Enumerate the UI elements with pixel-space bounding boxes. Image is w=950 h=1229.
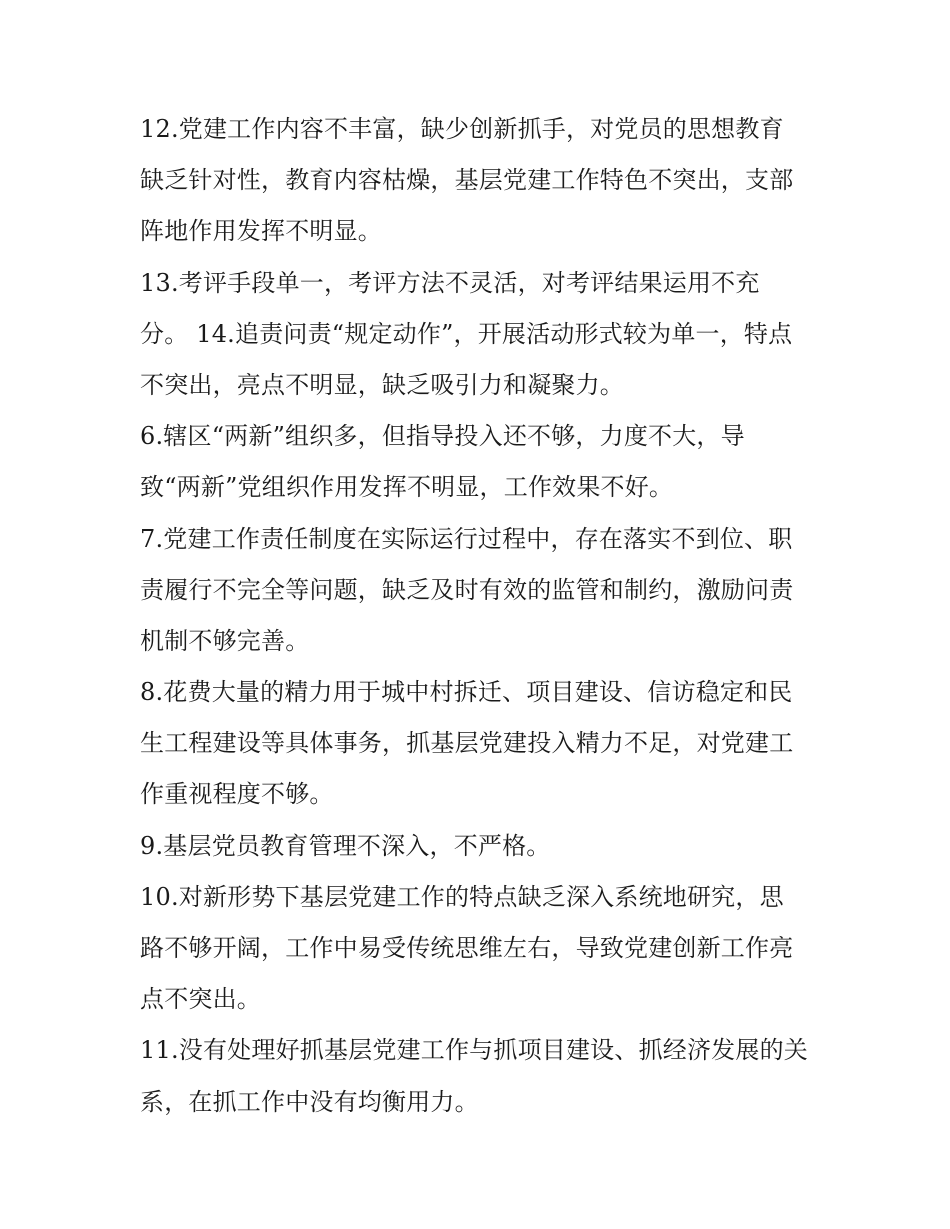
text-line: 作重视程度不够。 xyxy=(140,780,334,809)
document-body xyxy=(140,104,820,1128)
text-line: 系，在抓工作中没有均衡用力。 xyxy=(140,1087,479,1116)
text-line: 9.基层党员教育管理不深入，不严格。 xyxy=(140,831,551,860)
text-line: 缺乏针对性，教育内容枯燥，基层党建工作特色不突出，支部 xyxy=(140,166,794,195)
text-line: 7.党建工作责任制度在实际运行过程中，存在落实不到位、职 xyxy=(140,524,793,553)
text-line: 责履行不完全等问题，缺乏及时有效的监管和制约，激励问责 xyxy=(140,575,794,604)
text-line: 8.花费大量的精力用于城中村拆迁、项目建设、信访稳定和民 xyxy=(140,678,793,707)
text-line: 生工程建设等具体事务，抓基层党建投入精力不足，对党建工 xyxy=(140,729,794,758)
text-line: 12.党建工作内容不丰富，缺少创新抓手，对党员的思想教育 xyxy=(140,115,784,143)
text-line: 点不突出。 xyxy=(140,985,261,1014)
text-line: 阵地作用发挥不明显。 xyxy=(140,217,382,246)
text-line: 11.没有处理好抓基层党建工作与抓项目建设、抓经济发展的关 xyxy=(140,1036,808,1065)
text-line: 机制不够完善。 xyxy=(140,626,310,655)
text-line: 13.考评手段单一，考评方法不灵活，对考评结果运用不充 xyxy=(140,268,760,297)
text-line: 致“两新”党组织作用发挥不明显，工作效果不好。 xyxy=(140,473,674,502)
text-line: 不突出，亮点不明显，缺乏吸引力和凝聚力。 xyxy=(140,370,624,399)
text-line: 路不够开阔，工作中易受传统思维左右，导致党建创新工作亮 xyxy=(140,934,794,962)
text-line: 6.辖区“两新”组织多，但指导投入还不够，力度不大，导 xyxy=(140,422,745,451)
text-line: 10.对新形势下基层党建工作的特点缺乏深入系统地研究，思 xyxy=(140,882,784,911)
text-line: 分。 14.追责问责“规定动作”，开展活动形式较为单一，特点 xyxy=(140,319,793,348)
